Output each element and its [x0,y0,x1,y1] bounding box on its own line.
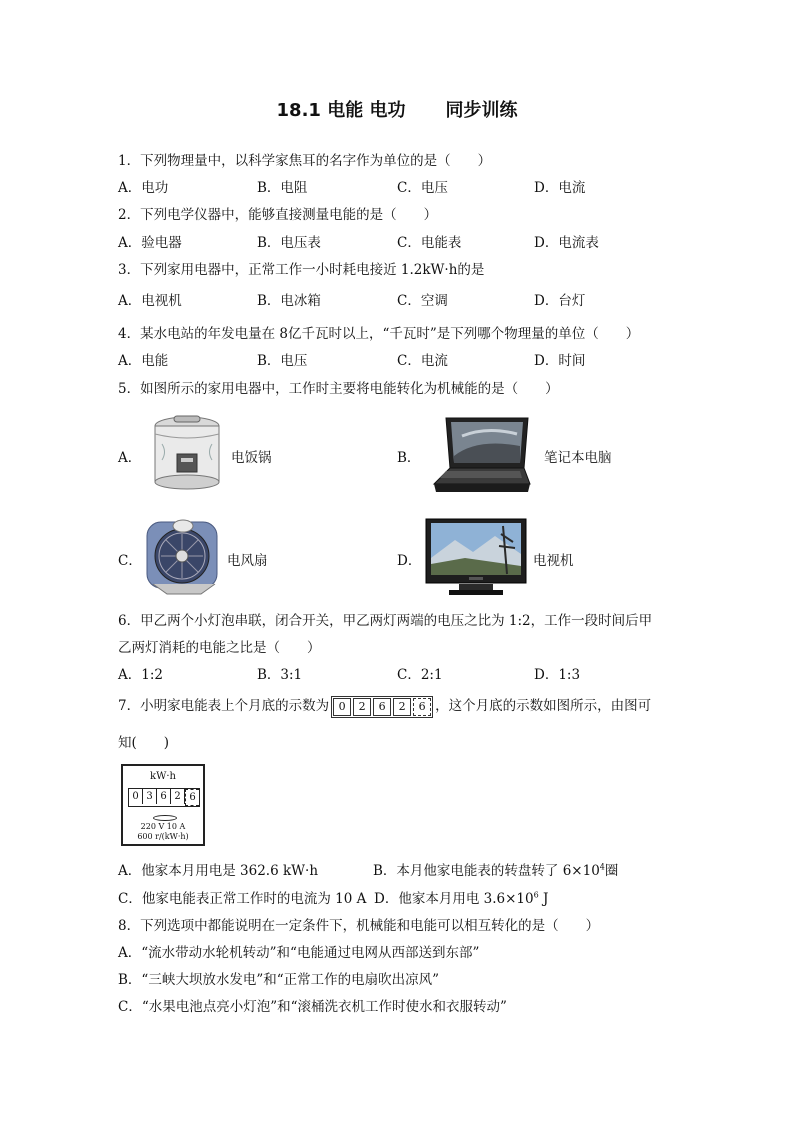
question-6-options [118,663,678,681]
question-2-options [118,231,678,249]
option-d: D．台灯 [534,293,586,309]
option-b: B．电压表 [257,235,321,251]
option-a: A．电功 [118,180,169,196]
option-b: B．电压 [257,353,308,369]
option-d: D．电流 [534,180,586,196]
question-7-option-b: B．本月他家电能表的转盘转了 $6\times 10^4$圈 [373,862,619,879]
question-7-stem-line-1: 7．小明家电能表上个月底的示数为 0 2 6 2 6 ，这个月底的示数如图所示，由图可 [118,694,651,718]
option-c-letter: C． [118,553,142,569]
electric-meter-diagram [121,764,205,846]
question-3-stem: 3．下列家用电器中，正常工作一小时耗电接近 1.2kW·h的是 [118,262,485,278]
option-a-letter: A． [118,450,142,466]
meter-digits: 0 3 6 2 6 [128,788,200,807]
option-d: D．1:3 [534,667,581,683]
question-3-options [118,289,678,307]
laptop-image [432,416,532,496]
question-8-option-a: A．“流水带动水轮机转动”和“电能通过电网从西部送到东部” [118,945,480,961]
option-b: B．电冰箱 [257,293,321,309]
option-a: A．1:2 [118,667,163,683]
question-7-option-d: D．他家本月用电 $3.6\times 10^6$ J [374,890,549,907]
question-1-stem: 1．下列物理量中，以科学家焦耳的名字作为单位的是（ ） [118,153,492,169]
electric-fan-image [143,514,225,598]
page-title: 18.1 电能 电功 同步训练 [276,100,518,121]
meter-unit: kW·h [150,771,176,782]
question-8-option-b: B．“三峡大坝放水发电”和“正常工作的电扇吹出凉风” [118,972,440,988]
question-7-option-a: A．他家本月用电是 362.6 kW·h [118,863,319,879]
rice-cooker-image [150,414,224,492]
question-7-option-c: C．他家电能表正常工作时的电流为 10 A [118,891,367,907]
option-c-label: 电风扇 [227,553,268,569]
option-c: C．空调 [397,293,448,309]
option-c: C．2:1 [397,667,443,683]
option-c: C．电流 [397,353,448,369]
option-b: B．电阻 [257,180,308,196]
option-d-letter: D． [397,553,422,569]
question-6-stem-line-1: 6．甲乙两个小灯泡串联，闭合开关，甲乙两灯两端的电压之比为 1:2，工作一段时间后甲 [118,613,653,629]
question-7-stem-line-2: 知( ) [118,735,170,751]
option-c: C．电能表 [397,235,462,251]
question-8-option-c: C．“水果电池点亮小灯泡”和“滚桶洗衣机工作时使水和衣服转动” [118,999,507,1015]
last-month-meter-reading: 0 2 6 2 6 [331,696,433,718]
option-a: A．电视机 [118,293,182,309]
television-image [425,518,527,596]
option-d-label: 电视机 [533,553,574,569]
meter-spec: 220 V 10 A 600 r/(kW·h) [137,822,189,841]
option-a-label: 电饭锅 [231,450,272,466]
option-b-letter: B． [397,450,421,466]
option-a: A．验电器 [118,235,182,251]
option-b-label: 笔记本电脑 [544,450,612,466]
question-2-stem: 2．下列电学仪器中，能够直接测量电能的是（ ） [118,207,438,223]
option-c: C．电压 [397,180,448,196]
question-8-stem: 8．下列选项中都能说明在一定条件下，机械能和电能可以相互转化的是（ ） [118,918,600,934]
question-6-stem-line-2: 乙两灯消耗的电能之比是（ ） [118,640,321,656]
question-5-stem: 5．如图所示的家用电器中，工作时主要将电能转化为机械能的是（ ） [118,381,559,397]
option-d: D．时间 [534,353,586,369]
question-4-stem: 4．某水电站的年发电量在 8亿千瓦时以上，“千瓦时”是下列哪个物理量的单位（ ） [118,326,640,342]
option-d: D．电流表 [534,235,599,251]
option-b: B．3:1 [257,667,303,683]
meter-disc-icon [153,815,177,821]
question-1-options [118,176,678,194]
question-4-options [118,349,678,367]
option-a: A．电能 [118,353,169,369]
